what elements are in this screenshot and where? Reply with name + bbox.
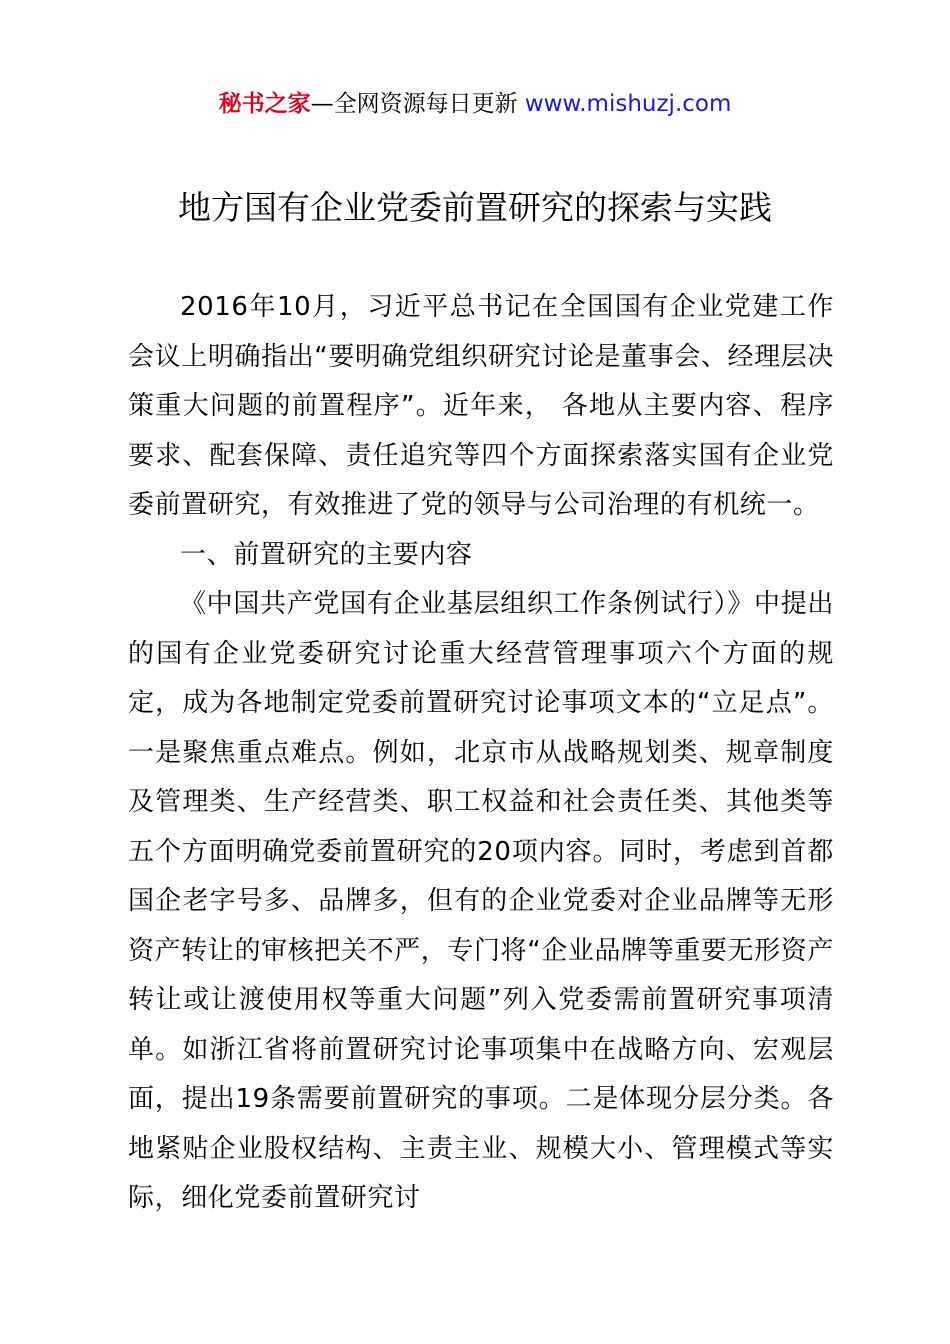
document-body	[128, 283, 834, 1224]
site-slogan: —全网资源每日更新	[310, 91, 518, 117]
site-brand: 秘书之家	[218, 91, 311, 117]
section-1-heading: 一、前置研究的主要内容	[180, 539, 473, 570]
site-url-link[interactable]: www.mishuzj.com	[524, 91, 732, 117]
document-title: 地方国有企业党委前置研究的探索与实践	[178, 188, 772, 227]
intro-paragraph: 2016年10月，习近平总书记在全国国有企业党建工作会议上明确指出“要明确党组织研究讨论是董事会、经理层决策重大问题的前置程序”。近年来， 各地从主要内容、程序要求、配套保障、责任追究等四个方面探索落实国有企业党委前置研究，有效推进了党的领导与公司治理的有机统一。	[128, 292, 834, 520]
site-header	[0, 84, 950, 124]
section-1-paragraph: 《中国共产党国有企业基层组织工作条例试行）》中提出的国有企业党委研究讨论重大经营管理事项六个方面的规定，成为各地制定党委前置研究讨论事项文本的“立足点”。一是聚焦重点难点。例如，北京市从战略规划类、规章制度及管理类、生产经营类、职工权益和社会责任类、其他类等五个方面明确党委前置研究的20项内容。同时，考虑到首都国企老字号多、品牌多，但有的企业党委对企业品牌等无形资产转让的审核把关不严，专门将“企业品牌等重要无形资产转让或让渡使用权等重大问题”列入党委需前置研究事项清单。如浙江省将前置研究讨论事项集中在战略方向、宏观层面，提出19条需要前置研究的事项。二是体现分层分类。各地紧贴企业股权结构、主责主业、规模大小、管理模式等实际，细化党委前置研究讨	[128, 589, 834, 1213]
